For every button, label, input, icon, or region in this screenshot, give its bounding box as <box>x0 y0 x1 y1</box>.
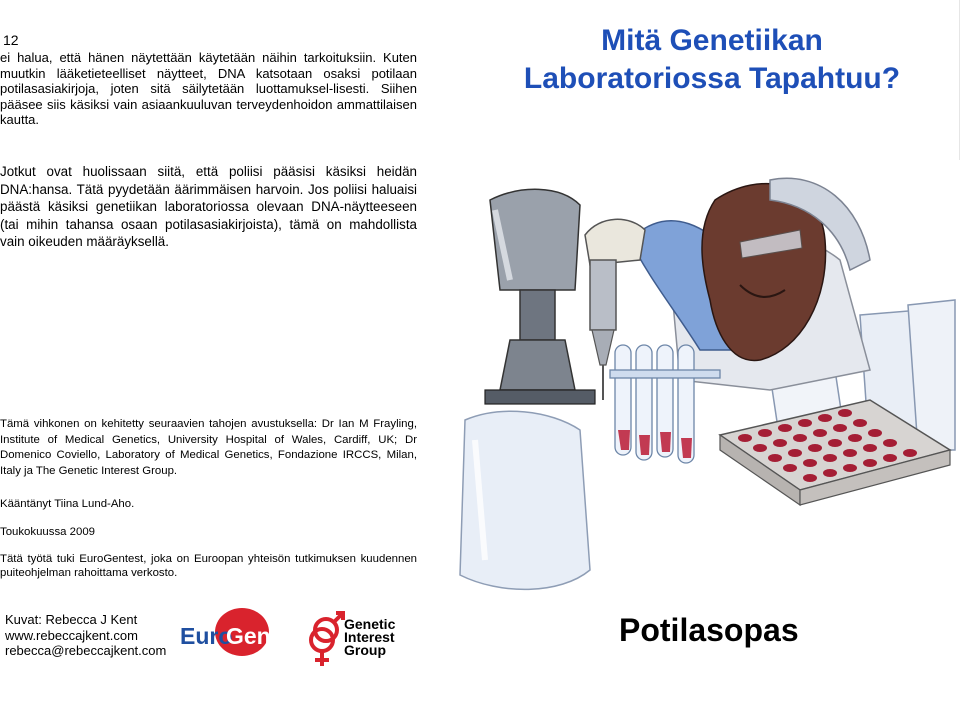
funding-paragraph: Tätä työtä tuki EuroGentest, joka on Euroopan yhteisön tutkimuksen kuudennen puiteohjelman rahoittama verkosto. <box>0 553 417 579</box>
intro-paragraph: ei halua, että hänen näytettään käytetään näihin tarkoituksiin. Kuten muutkin lääketieteelliset näytteet, DNA katsotaan osaksi potilaan potilasasiakirjoja, joten sitä säilytetään luottamuksel-lisesti. Siihen pääsee siis käsiksi vain asiaankuuluvan terveydenhoidon ammattilaisen kautta. <box>0 50 417 128</box>
page-number: 12 <box>3 32 19 48</box>
artist-credit <box>5 612 166 659</box>
police-paragraph: Jotkut ovat huolissaan siitä, että poliisi pääsisi käsiksi heidän DNA:hansa. Tätä pyydetään äärimmäisen harvoin. Jos poliisi haluaisi päästä käsiksi genetiikan laboratoriossa olevaan DNA-näytteeseen (tai mihin tahansa osaan potilasasiakirjoista), tämä on mahdollista vain oikeuden määräyksellä. <box>0 164 417 249</box>
title-line-2: Laboratoriossa Tapahtuu? <box>523 62 901 95</box>
gig-interest-text: Interest <box>344 629 395 645</box>
microscope-illustration <box>485 189 595 404</box>
eurogentest-euro-text: Euro <box>180 623 233 649</box>
page-title <box>502 22 922 98</box>
credits-paragraph: Tämä vihkonen on kehitetty seuraavien tahojen avustuksella: Dr Ian M Frayling, Institute of Medical Genetics, University Hospital of Wales, Cardiff, UK; Dr Domenico Coviello, Laboratory of Medical Genetics, Fondazione IRCCS, Milan, Italy ja The Genetic Interest Group. <box>0 418 417 477</box>
booklet-title: Potilasopas <box>619 612 799 648</box>
lab-illustration <box>440 150 960 610</box>
title-line-1: Mitä Genetiikan <box>601 24 823 57</box>
flask-illustration <box>460 411 590 589</box>
artist-name: Kuvat: Rebecca J Kent <box>5 612 138 627</box>
translator-line: Kääntänyt Tiina Lund-Aho. <box>0 498 135 510</box>
artist-website: www.rebeccajkent.com <box>5 627 138 643</box>
gig-genetic-text: Genetic <box>344 616 396 632</box>
eurogentest-logo <box>178 608 312 673</box>
eurogentest-gentest-text: Gentest <box>226 623 312 649</box>
artist-email: rebecca@rebeccajkent.com <box>5 643 167 658</box>
gig-group-text: Group <box>344 642 386 658</box>
genetic-interest-group-logo <box>304 608 416 675</box>
publication-date: Toukokuussa 2009 <box>0 526 95 538</box>
